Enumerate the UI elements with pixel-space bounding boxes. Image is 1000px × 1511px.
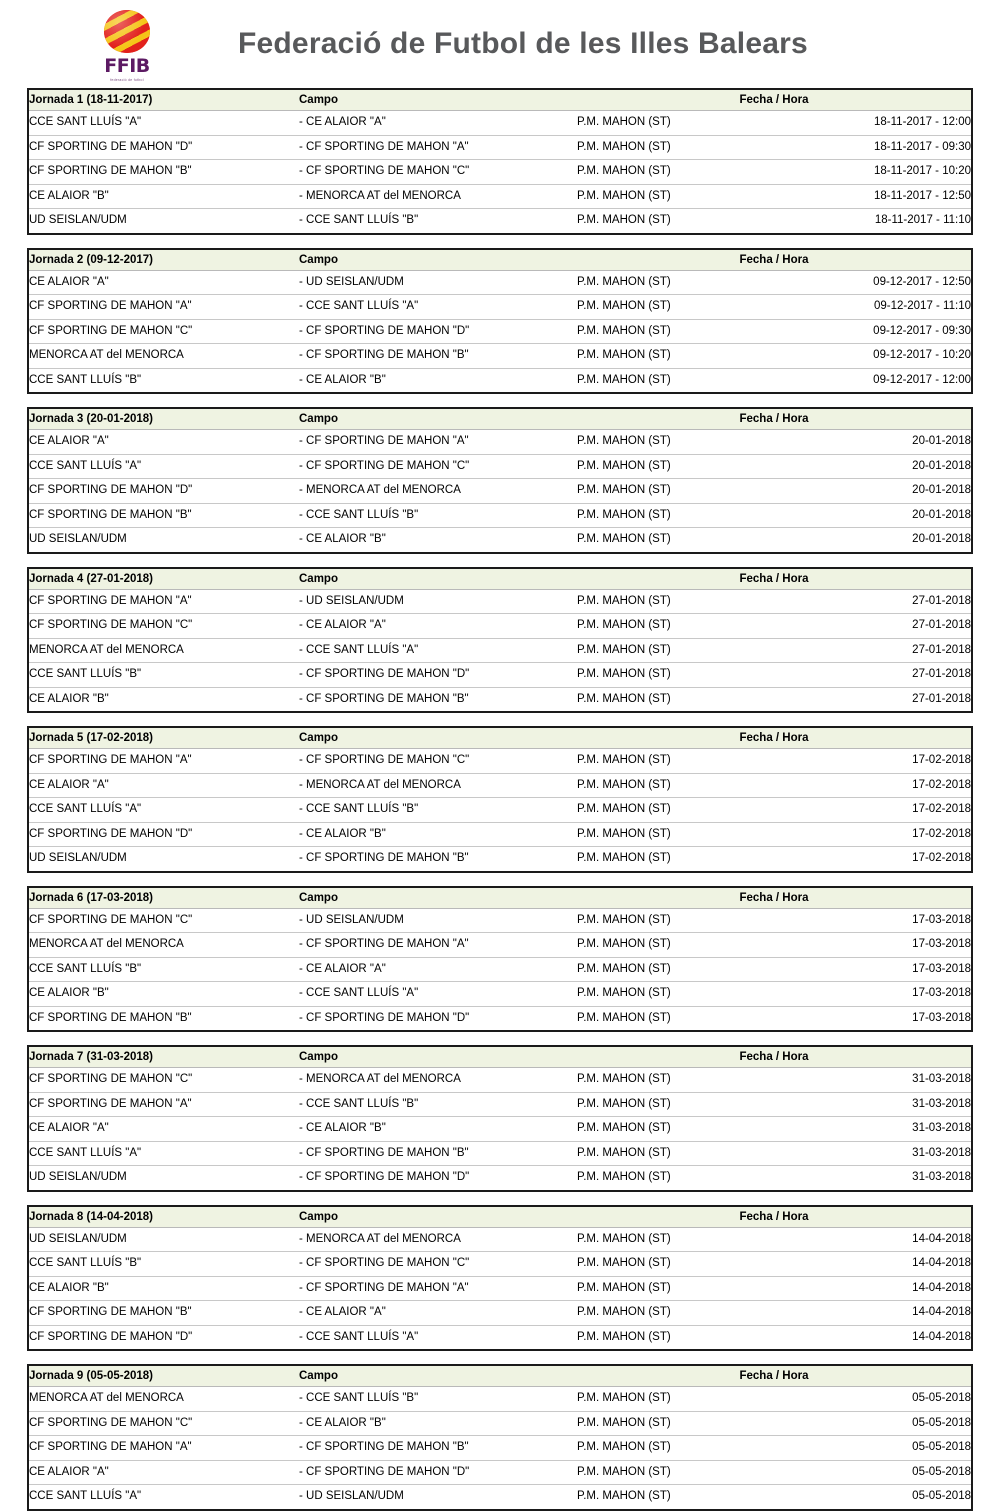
match-venue: P.M. MAHON (ST) [577,454,763,479]
match-visitor-team: - CF SPORTING DE MAHON "C" [299,454,577,479]
match-visitor-team: - MENORCA AT del MENORCA [299,773,577,798]
match-venue: P.M. MAHON (ST) [577,319,763,344]
table-row [29,135,971,160]
match-date-time: 20-01-2018 [912,533,971,545]
match-venue: P.M. MAHON (ST) [577,957,763,982]
match-local-team: CE ALAIOR "B" [29,184,299,209]
jornada-header-row [29,1366,971,1387]
match-visitor-team: - CE ALAIOR "B" [299,822,577,847]
match-visitor-team: - CF SPORTING DE MAHON "C" [299,160,577,185]
jornada-header-row [29,90,971,111]
match-local-team: CE ALAIOR "B" [29,692,109,705]
match-local-team: CE ALAIOR "A" [29,773,299,798]
ffib-emblem-icon [104,10,150,53]
match-venue: P.M. MAHON (ST) [577,1171,671,1183]
match-visitor-team: - CF SPORTING DE MAHON "D" [299,319,577,344]
jornada-table [29,728,971,871]
column-header-campo: Campo [299,1366,577,1387]
match-visitor-team: - CE ALAIOR "A" [299,111,577,136]
match-date-time: 31-03-2018 [912,1171,971,1183]
match-date-time: 20-01-2018 [763,454,971,479]
table-row [29,503,971,528]
match-visitor-team: - CCE SANT LLUÍS "A" [299,638,577,663]
table-row [29,184,971,209]
match-visitor-team: - MENORCA AT del MENORCA [299,1227,577,1252]
match-visitor-team: - MENORCA AT del MENORCA [299,1068,577,1093]
match-venue: P.M. MAHON (ST) [577,822,763,847]
match-local-team: CF SPORTING DE MAHON "C" [29,614,299,639]
match-visitor-team: - CE ALAIOR "B" [299,373,386,386]
jornada-header-row [29,409,971,430]
match-local-team: MENORCA AT del MENORCA [29,344,299,369]
match-visitor-team: - CCE SANT LLUÍS "A" [299,982,577,1007]
table-row [29,1276,971,1301]
match-local-team: CCE SANT LLUÍS "B" [29,373,142,386]
table-row [29,1485,971,1509]
match-venue: P.M. MAHON (ST) [577,852,671,864]
column-header-fecha-hora: Fecha / Hora [577,1207,971,1228]
match-venue: P.M. MAHON (ST) [577,503,763,528]
match-venue: P.M. MAHON (ST) [577,1252,763,1277]
match-visitor-team: - CF SPORTING DE MAHON "B" [299,692,469,705]
match-date-time: 27-01-2018 [912,692,971,705]
match-visitor-team: - CE ALAIOR "A" [299,957,577,982]
match-local-team: CF SPORTING DE MAHON "B" [29,503,299,528]
match-date-time: 05-05-2018 [763,1411,971,1436]
match-visitor-team: - CCE SANT LLUÍS "B" [299,214,419,226]
match-local-team: CE ALAIOR "A" [29,1460,299,1485]
match-date-time: 09-12-2017 - 12:00 [873,373,971,386]
match-visitor-team: - CF SPORTING DE MAHON "A" [299,430,577,455]
match-date-time: 17-02-2018 [763,798,971,823]
match-date-time: 31-03-2018 [763,1141,971,1166]
match-date-time: 17-02-2018 [763,822,971,847]
match-visitor-team: - CF SPORTING DE MAHON "D" [299,1011,470,1024]
match-local-team: CE ALAIOR "B" [29,982,299,1007]
table-row [29,528,971,552]
match-local-team: UD SEISLAN/UDM [29,1227,299,1252]
match-venue: P.M. MAHON (ST) [577,692,671,705]
page-title: Federació de Futbol de les Illes Balears [238,27,808,60]
jornada-title: Jornada 3 (20-01-2018) [29,409,299,430]
column-header-fecha-hora: Fecha / Hora [577,250,971,271]
jornada-header-row [29,1207,971,1228]
table-row [29,209,971,233]
jornada-table [29,1366,971,1509]
match-venue: P.M. MAHON (ST) [577,160,763,185]
match-local-team: CE ALAIOR "A" [29,270,299,295]
match-date-time: 05-05-2018 [912,1490,971,1502]
table-row [29,908,971,933]
table-row [29,111,971,136]
jornada-block [27,248,973,395]
table-row [29,295,971,320]
match-date-time: 17-03-2018 [912,1011,971,1024]
match-venue: P.M. MAHON (ST) [577,1330,671,1343]
jornada-table [29,888,971,1031]
match-visitor-team: - CE ALAIOR "B" [299,1117,577,1142]
match-visitor-team: - CCE SANT LLUÍS "B" [299,503,577,528]
jornada-block [27,1045,973,1192]
match-visitor-team: - UD SEISLAN/UDM [299,589,577,614]
match-date-time: 18-11-2017 - 09:30 [763,135,971,160]
table-row [29,1141,971,1166]
jornada-table [29,250,971,393]
match-date-time: 18-11-2017 - 12:00 [763,111,971,136]
column-header-campo: Campo [299,250,577,271]
match-local-team: MENORCA AT del MENORCA [29,1387,299,1412]
table-row [29,957,971,982]
match-date-time: 09-12-2017 - 10:20 [763,344,971,369]
jornada-block [27,1364,973,1511]
match-local-team: UD SEISLAN/UDM [29,214,127,226]
match-venue: P.M. MAHON (ST) [577,344,763,369]
match-local-team: CF SPORTING DE MAHON "D" [29,479,299,504]
table-row [29,933,971,958]
ffib-logo [96,8,158,82]
match-visitor-team: - CE ALAIOR "A" [299,614,577,639]
table-row [29,822,971,847]
table-row [29,1092,971,1117]
match-visitor-team: - CF SPORTING DE MAHON "B" [299,1436,577,1461]
match-date-time: 18-11-2017 - 10:20 [763,160,971,185]
match-visitor-team: - CCE SANT LLUÍS "B" [299,1387,577,1412]
match-venue: P.M. MAHON (ST) [577,533,671,545]
match-venue: P.M. MAHON (ST) [577,1460,763,1485]
match-venue: P.M. MAHON (ST) [577,749,763,774]
jornada-title: Jornada 8 (14-04-2018) [29,1207,299,1228]
jornada-header-row [29,569,971,590]
match-venue: P.M. MAHON (ST) [577,1011,671,1024]
column-header-fecha-hora: Fecha / Hora [577,90,971,111]
jornada-block [27,1205,973,1352]
jornada-title: Jornada 9 (05-05-2018) [29,1366,299,1387]
jornada-header-row [29,250,971,271]
match-date-time: 14-04-2018 [763,1276,971,1301]
match-local-team: MENORCA AT del MENORCA [29,933,299,958]
column-header-fecha-hora: Fecha / Hora [577,1366,971,1387]
match-date-time: 14-04-2018 [763,1227,971,1252]
match-date-time: 27-01-2018 [763,589,971,614]
table-row [29,1068,971,1093]
match-local-team: CE ALAIOR "A" [29,1117,299,1142]
match-venue: P.M. MAHON (ST) [577,479,763,504]
schedule-list [27,88,973,1511]
table-row [29,1166,971,1190]
match-local-team: CF SPORTING DE MAHON "A" [29,749,299,774]
table-row [29,1325,971,1349]
jornada-title: Jornada 1 (18-11-2017) [29,90,299,111]
match-local-team: CCE SANT LLUÍS "A" [29,1490,142,1502]
jornada-title: Jornada 5 (17-02-2018) [29,728,299,749]
match-date-time: 17-03-2018 [763,957,971,982]
match-venue: P.M. MAHON (ST) [577,589,763,614]
match-visitor-team: - MENORCA AT del MENORCA [299,479,577,504]
match-venue: P.M. MAHON (ST) [577,773,763,798]
match-date-time: 09-12-2017 - 11:10 [763,295,971,320]
match-date-time: 17-02-2018 [763,749,971,774]
jornada-block [27,567,973,714]
match-date-time: 27-01-2018 [763,638,971,663]
match-local-team: CF SPORTING DE MAHON "D" [29,1330,193,1343]
match-local-team: CCE SANT LLUÍS "A" [29,798,299,823]
match-venue: P.M. MAHON (ST) [577,1092,763,1117]
match-venue: P.M. MAHON (ST) [577,214,671,226]
jornada-table [29,409,971,552]
table-row [29,1006,971,1030]
jornada-title: Jornada 4 (27-01-2018) [29,569,299,590]
match-date-time: 17-02-2018 [912,852,971,864]
match-venue: P.M. MAHON (ST) [577,1436,763,1461]
match-visitor-team: - CF SPORTING DE MAHON "A" [299,1276,577,1301]
match-local-team: MENORCA AT del MENORCA [29,638,299,663]
match-date-time: 20-01-2018 [763,503,971,528]
match-visitor-team: - CCE SANT LLUÍS "B" [299,1092,577,1117]
match-date-time: 18-11-2017 - 12:50 [763,184,971,209]
jornada-title: Jornada 7 (31-03-2018) [29,1047,299,1068]
match-visitor-team: - CF SPORTING DE MAHON "C" [299,1252,577,1277]
table-row [29,847,971,871]
match-visitor-team: - CCE SANT LLUÍS "A" [299,295,577,320]
match-visitor-team: - CF SPORTING DE MAHON "D" [299,1460,577,1485]
table-row [29,430,971,455]
table-row [29,454,971,479]
match-local-team: CE ALAIOR "A" [29,430,299,455]
table-row [29,663,971,688]
jornada-header-row [29,888,971,909]
table-row [29,773,971,798]
column-header-fecha-hora: Fecha / Hora [577,409,971,430]
jornada-block [27,407,973,554]
match-local-team: UD SEISLAN/UDM [29,1171,127,1183]
match-local-team: CF SPORTING DE MAHON "A" [29,589,299,614]
match-visitor-team: - CCE SANT LLUÍS "A" [299,1330,419,1343]
match-date-time: 14-04-2018 [763,1301,971,1326]
match-visitor-team: - CE ALAIOR "B" [299,533,386,545]
match-date-time: 17-02-2018 [763,773,971,798]
match-venue: P.M. MAHON (ST) [577,1068,763,1093]
match-venue: P.M. MAHON (ST) [577,982,763,1007]
match-date-time: 14-04-2018 [912,1330,971,1343]
column-header-campo: Campo [299,90,577,111]
table-row [29,1436,971,1461]
match-local-team: CF SPORTING DE MAHON "A" [29,1092,299,1117]
match-local-team: CF SPORTING DE MAHON "B" [29,1011,192,1024]
match-local-team: CF SPORTING DE MAHON "C" [29,908,299,933]
match-visitor-team: - UD SEISLAN/UDM [299,1490,404,1502]
column-header-fecha-hora: Fecha / Hora [577,1047,971,1068]
table-row [29,319,971,344]
table-row [29,982,971,1007]
column-header-campo: Campo [299,1047,577,1068]
jornada-table [29,569,971,712]
match-local-team: UD SEISLAN/UDM [29,852,127,864]
column-header-campo: Campo [299,888,577,909]
table-row [29,1227,971,1252]
column-header-campo: Campo [299,1207,577,1228]
match-date-time: 17-03-2018 [763,908,971,933]
match-date-time: 18-11-2017 - 11:10 [874,214,971,226]
table-row [29,749,971,774]
match-venue: P.M. MAHON (ST) [577,1490,671,1502]
table-row [29,687,971,711]
page-header [0,0,1000,88]
match-venue: P.M. MAHON (ST) [577,1301,763,1326]
column-header-fecha-hora: Fecha / Hora [577,888,971,909]
match-local-team: CF SPORTING DE MAHON "C" [29,319,299,344]
match-visitor-team: - CF SPORTING DE MAHON "B" [299,1141,577,1166]
match-date-time: 17-03-2018 [763,933,971,958]
match-date-time: 09-12-2017 - 09:30 [763,319,971,344]
match-venue: P.M. MAHON (ST) [577,1141,763,1166]
jornada-title: Jornada 6 (17-03-2018) [29,888,299,909]
match-visitor-team: - CF SPORTING DE MAHON "D" [299,663,577,688]
table-row [29,160,971,185]
match-local-team: CCE SANT LLUÍS "B" [29,957,299,982]
column-header-fecha-hora: Fecha / Hora [577,728,971,749]
match-local-team: CF SPORTING DE MAHON "A" [29,1436,299,1461]
match-venue: P.M. MAHON (ST) [577,638,763,663]
match-local-team: CF SPORTING DE MAHON "D" [29,135,299,160]
table-row [29,270,971,295]
match-date-time: 20-01-2018 [763,430,971,455]
match-local-team: CF SPORTING DE MAHON "B" [29,1301,299,1326]
match-date-time: 27-01-2018 [763,663,971,688]
ffib-acronym: FFIB [104,55,150,77]
jornada-header-row [29,1047,971,1068]
match-local-team: CF SPORTING DE MAHON "B" [29,160,299,185]
match-visitor-team: - CF SPORTING DE MAHON "B" [299,852,469,864]
match-venue: P.M. MAHON (ST) [577,270,763,295]
jornada-block [27,726,973,873]
match-date-time: 17-03-2018 [763,982,971,1007]
match-visitor-team: - CCE SANT LLUÍS "B" [299,798,577,823]
match-date-time: 31-03-2018 [763,1092,971,1117]
match-local-team: CCE SANT LLUÍS "B" [29,663,299,688]
match-visitor-team: - UD SEISLAN/UDM [299,270,577,295]
match-venue: P.M. MAHON (ST) [577,184,763,209]
match-local-team: CCE SANT LLUÍS "B" [29,1252,299,1277]
match-visitor-team: - CF SPORTING DE MAHON "B" [299,344,577,369]
match-local-team: CF SPORTING DE MAHON "C" [29,1068,299,1093]
match-visitor-team: - UD SEISLAN/UDM [299,908,577,933]
match-visitor-team: - CF SPORTING DE MAHON "A" [299,933,577,958]
match-local-team: UD SEISLAN/UDM [29,533,127,545]
match-visitor-team: - MENORCA AT del MENORCA [299,184,577,209]
jornada-table [29,90,971,233]
match-venue: P.M. MAHON (ST) [577,295,763,320]
match-visitor-team: - CF SPORTING DE MAHON "A" [299,135,577,160]
match-date-time: 31-03-2018 [763,1068,971,1093]
match-date-time: 05-05-2018 [763,1387,971,1412]
jornada-header-row [29,728,971,749]
table-row [29,798,971,823]
match-local-team: CF SPORTING DE MAHON "A" [29,295,299,320]
table-row [29,368,971,392]
match-venue: P.M. MAHON (ST) [577,614,763,639]
table-row [29,1411,971,1436]
match-local-team: CF SPORTING DE MAHON "C" [29,1411,299,1436]
match-venue: P.M. MAHON (ST) [577,663,763,688]
match-date-time: 05-05-2018 [763,1436,971,1461]
match-visitor-team: - CE ALAIOR "A" [299,1301,577,1326]
table-row [29,344,971,369]
ffib-logo-subtitle: federació de futbol [110,78,144,82]
jornada-title: Jornada 2 (09-12-2017) [29,250,299,271]
table-row [29,479,971,504]
match-local-team: CCE SANT LLUÍS "A" [29,111,299,136]
jornada-block [27,886,973,1033]
table-row [29,1387,971,1412]
column-header-campo: Campo [299,569,577,590]
column-header-fecha-hora: Fecha / Hora [577,569,971,590]
match-venue: P.M. MAHON (ST) [577,1117,763,1142]
match-venue: P.M. MAHON (ST) [577,111,763,136]
match-local-team: CCE SANT LLUÍS "A" [29,1141,299,1166]
column-header-campo: Campo [299,728,577,749]
table-row [29,1252,971,1277]
table-row [29,638,971,663]
match-venue: P.M. MAHON (ST) [577,933,763,958]
jornada-table [29,1207,971,1350]
table-row [29,1460,971,1485]
match-venue: P.M. MAHON (ST) [577,373,671,386]
match-date-time: 20-01-2018 [763,479,971,504]
emblem-gloss [104,10,150,53]
match-venue: P.M. MAHON (ST) [577,1276,763,1301]
jornada-block [27,88,973,235]
match-local-team: CE ALAIOR "B" [29,1276,299,1301]
match-venue: P.M. MAHON (ST) [577,1387,763,1412]
match-local-team: CCE SANT LLUÍS "A" [29,454,299,479]
match-visitor-team: - CF SPORTING DE MAHON "C" [299,749,577,774]
match-venue: P.M. MAHON (ST) [577,135,763,160]
match-venue: P.M. MAHON (ST) [577,430,763,455]
match-date-time: 14-04-2018 [763,1252,971,1277]
match-date-time: 27-01-2018 [763,614,971,639]
table-row [29,1117,971,1142]
match-local-team: CF SPORTING DE MAHON "D" [29,822,299,847]
match-visitor-team: - CE ALAIOR "B" [299,1411,577,1436]
table-row [29,1301,971,1326]
jornada-table [29,1047,971,1190]
match-date-time: 05-05-2018 [763,1460,971,1485]
match-venue: P.M. MAHON (ST) [577,1227,763,1252]
table-row [29,614,971,639]
match-date-time: 09-12-2017 - 12:50 [763,270,971,295]
match-venue: P.M. MAHON (ST) [577,1411,763,1436]
column-header-campo: Campo [299,409,577,430]
table-row [29,589,971,614]
match-visitor-team: - CF SPORTING DE MAHON "D" [299,1171,470,1183]
match-venue: P.M. MAHON (ST) [577,798,763,823]
match-venue: P.M. MAHON (ST) [577,908,763,933]
match-date-time: 31-03-2018 [763,1117,971,1142]
